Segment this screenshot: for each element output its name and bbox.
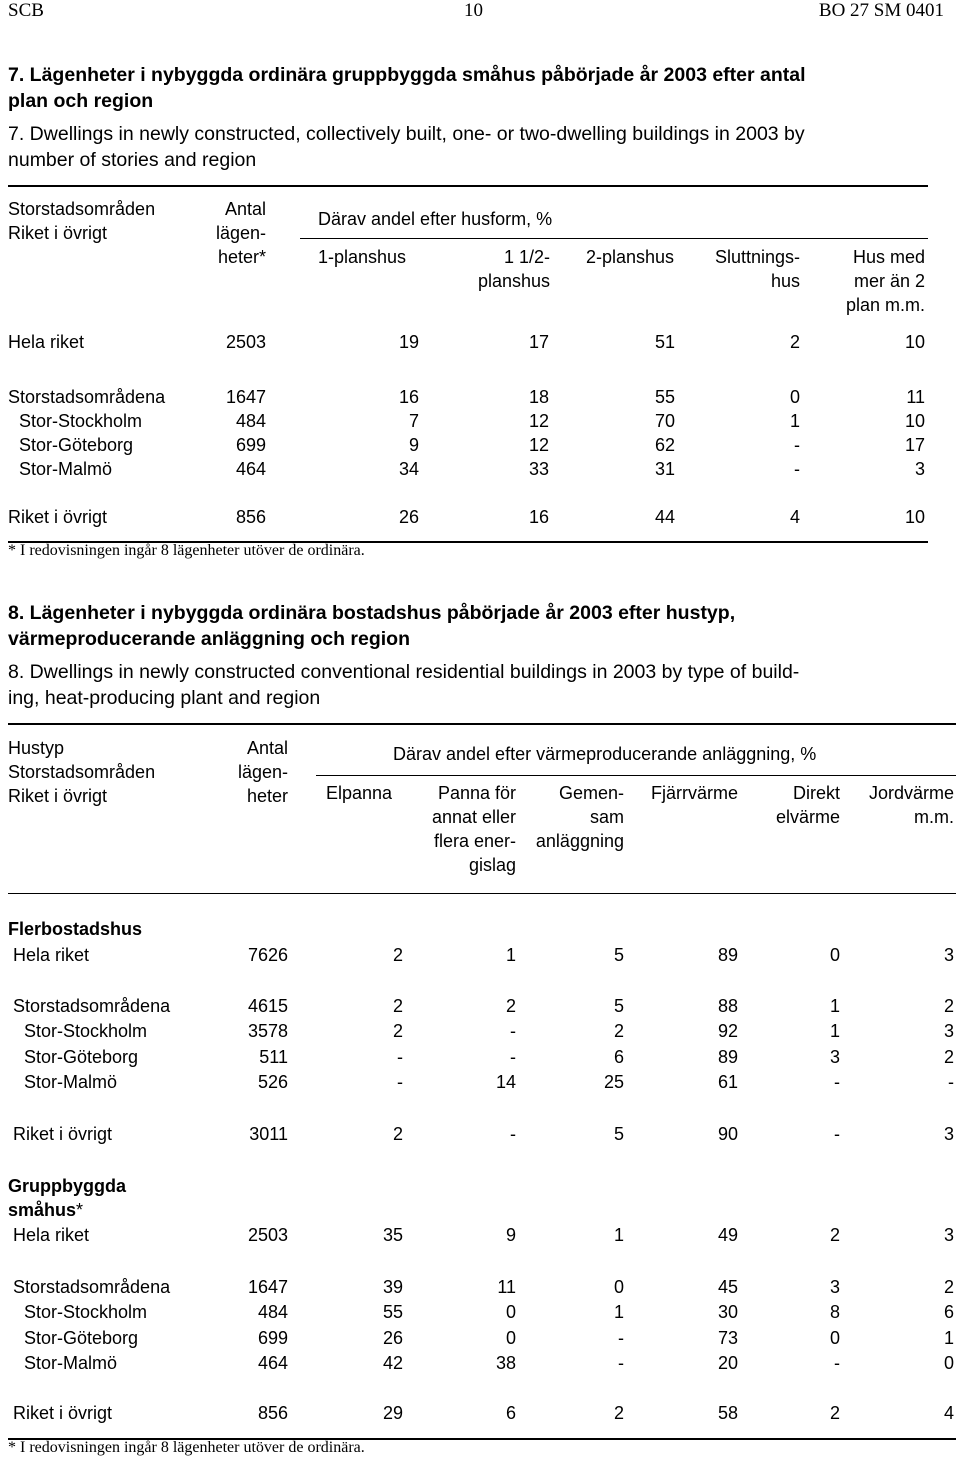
table8-cell: 4 [943, 1403, 954, 1423]
table7-cell: 10 [904, 411, 925, 431]
table7-col-15planshus-2: planshus [477, 271, 550, 291]
table8-cell: 38 [495, 1353, 516, 1373]
table8-cell: 3 [943, 1225, 954, 1245]
table8-cell: - [834, 1353, 840, 1373]
table8-cell: - [834, 1072, 840, 1092]
header-left: SCB [8, 0, 44, 21]
table8-title-en-line1: 8. Dwellings in newly constructed conventional residential buildings in 2003 by type of build- [8, 661, 800, 683]
table7-cell: 55 [654, 387, 675, 407]
table7-cell: 1 [789, 411, 800, 431]
table8-cell: 3 [943, 1124, 954, 1144]
table8-cell: 4615 [247, 996, 288, 1016]
table7-head-antal-3: heter* [217, 247, 266, 267]
table8-cell: 39 [382, 1277, 403, 1297]
table8-cell: 526 [257, 1072, 288, 1092]
table8-cell: 3 [829, 1277, 840, 1297]
table8-col-direkt-1: Direkt [792, 783, 840, 803]
table7-cell: 699 [235, 435, 266, 455]
table7-row-label: Stor-Malmö [19, 459, 113, 479]
table7-cell: - [794, 459, 800, 479]
table8-col-jordvarme-2: m.m. [914, 807, 954, 827]
table8-cell: 89 [717, 945, 738, 965]
table8-cell: 29 [382, 1403, 403, 1423]
table7-cell: 10 [904, 507, 925, 527]
table8-cell: 5 [613, 1124, 624, 1144]
table8-cell: 3 [943, 945, 954, 965]
table8-col-panna-1: Panna för [437, 783, 516, 803]
table7-col-2planshus: 2-planshus [585, 247, 674, 267]
table8-cell: 0 [613, 1277, 624, 1297]
table8-row-label: Stor-Stockholm [24, 1021, 148, 1041]
table8-title-sv-line2: värmeproducerande anläggning och region [8, 628, 410, 650]
table7-cell: 17 [528, 332, 549, 352]
table8-cell: 2 [943, 1047, 954, 1067]
table7-cell: - [794, 435, 800, 455]
table7-cell: 9 [408, 435, 419, 455]
page-number: 10 [464, 0, 483, 21]
table8-cell: 464 [257, 1353, 288, 1373]
table8-row-label: Storstadsområdena [13, 996, 171, 1016]
table8-cell: 61 [717, 1072, 738, 1092]
table8-cell: 45 [717, 1277, 738, 1297]
table7-cell: 10 [904, 332, 925, 352]
table8-cell: 2 [392, 996, 403, 1016]
table8-title-sv-line1: 8. Lägenheter i nybyggda ordinära bostadshus påbörjade år 2003 efter hustyp, [8, 602, 736, 624]
table8-section-gruppbyggda-word: småhus [8, 1200, 77, 1220]
table7-title-en-line1: 7. Dwellings in newly constructed, collectively built, one- or two-dwelling buildings in 2003 by [8, 123, 805, 145]
table8-head-left-3: Riket i övrigt [8, 786, 108, 806]
table8-row-label: Stor-Göteborg [24, 1047, 139, 1067]
table7-head-antal-1: Antal [224, 199, 266, 219]
table8-cell: - [397, 1047, 403, 1067]
table7-cell: 31 [654, 459, 675, 479]
table8-col-jordvarme-1: Jordvärme [868, 783, 954, 803]
table8-group-rule [316, 775, 956, 776]
table8-cell: - [397, 1072, 403, 1092]
table8-cell: 8 [829, 1302, 840, 1322]
table7-title-sv-line2: plan och region [8, 90, 154, 112]
table7-col-husmed-2: mer än 2 [853, 271, 925, 291]
table8-cell: - [834, 1124, 840, 1144]
table8-cell: 49 [717, 1225, 738, 1245]
table7-col-15planshus-1: 1 1/2- [503, 247, 550, 267]
table8-cell: 11 [497, 1277, 516, 1297]
table8-cell: 89 [717, 1047, 738, 1067]
table7-row-label: Storstadsområdena [8, 387, 166, 407]
table8-row-label: Hela riket [13, 945, 90, 965]
table8-cell: 55 [382, 1302, 403, 1322]
table8-cell: 1 [613, 1225, 624, 1245]
table7-cell: 484 [235, 411, 266, 431]
table7-col-sluttning-2: hus [770, 271, 800, 291]
table8-col-elpanna: Elpanna [326, 783, 393, 803]
table7-col-husmed-3: plan m.m. [845, 295, 925, 315]
table8-cell: - [510, 1124, 516, 1144]
table7-cell: 0 [789, 387, 800, 407]
table8-row-label: Stor-Stockholm [24, 1302, 148, 1322]
table7-head-region-1: Storstadsområden [8, 199, 156, 219]
table8-head-antal-1: Antal [246, 738, 288, 758]
table7-cell: 3 [914, 459, 925, 479]
table8-cell: 20 [717, 1353, 738, 1373]
table8-footnote: * I redovisningen ingår 8 lägenheter utöver de ordinära. [8, 1439, 365, 1456]
table7-cell: 26 [398, 507, 419, 527]
table7-col-1planshus: 1-planshus [318, 247, 407, 267]
table7-cell: 34 [398, 459, 419, 479]
table7-title-en-line2: number of stories and region [8, 149, 257, 171]
table8-row-label: Riket i övrigt [13, 1124, 113, 1144]
table8-col-direkt-2: elvärme [775, 807, 840, 827]
table7-cell: 2503 [225, 332, 266, 352]
table8-cell: 2 [392, 1124, 403, 1144]
table8-cell: 30 [717, 1302, 738, 1322]
table7-col-sluttning-1: Sluttnings- [714, 247, 800, 267]
table7-cell: 7 [408, 411, 419, 431]
table8-cell: 1 [505, 945, 516, 965]
table8-cell: 9 [505, 1225, 516, 1245]
table8-cell: - [618, 1353, 624, 1373]
table7-top-rule [8, 185, 928, 187]
table8-row-label: Stor-Göteborg [24, 1328, 139, 1348]
table8-cell: 0 [829, 945, 840, 965]
table8-cell: 1647 [247, 1277, 288, 1297]
table7-cell: 62 [654, 435, 675, 455]
table8-cell: - [618, 1328, 624, 1348]
table8-row-label: Stor-Malmö [24, 1353, 118, 1373]
table8-cell: 7626 [247, 945, 288, 965]
table7-cell: 1647 [225, 387, 266, 407]
table8-head-antal-2: lägen- [237, 762, 288, 782]
table7-head-antal-2: lägen- [215, 223, 266, 243]
table7-head-region-2: Riket i övrigt [8, 223, 108, 243]
table8-cell: 90 [717, 1124, 738, 1144]
table8-cell: 2 [829, 1225, 840, 1245]
table8-cell: 1 [613, 1302, 624, 1322]
table7-group-rule [300, 238, 928, 239]
table8-section-gruppbyggda-1: Gruppbyggda [8, 1176, 126, 1196]
header-right: BO 27 SM 0401 [818, 0, 944, 21]
table8-cell: 25 [603, 1072, 624, 1092]
table8-section-flerbostadshus: Flerbostadshus [8, 919, 143, 939]
table8-header-rule [8, 893, 956, 894]
table8-cell: 3 [943, 1021, 954, 1041]
table8-section-gruppbyggda-star: * [76, 1200, 84, 1220]
table8-cell: - [510, 1021, 516, 1041]
table8-section-gruppbyggda-2 [8, 1198, 83, 1222]
table7-row-label: Stor-Stockholm [19, 411, 143, 431]
table7-cell: 464 [235, 459, 266, 479]
table8-cell: 0 [829, 1328, 840, 1348]
table8-col-gemensam-2: sam [589, 807, 624, 827]
table7-row-label: Hela riket [8, 332, 85, 352]
table8-cell: 92 [717, 1021, 738, 1041]
table8-col-gemensam-3: anläggning [535, 831, 624, 851]
table8-cell: 2503 [247, 1225, 288, 1245]
table8-cell: 1 [943, 1328, 954, 1348]
table8-row-label: Riket i övrigt [13, 1403, 113, 1423]
table8-col-panna-3: flera ener- [433, 831, 516, 851]
table7-cell: 16 [528, 507, 549, 527]
table8-cell: 2 [392, 945, 403, 965]
table8-cell: 484 [257, 1302, 288, 1322]
table7-cell: 856 [235, 507, 266, 527]
table7-cell: 12 [528, 411, 549, 431]
table8-cell: 2 [829, 1403, 840, 1423]
table7-cell: 51 [654, 332, 675, 352]
table7-cell: 11 [906, 387, 925, 407]
table7-cell: 19 [398, 332, 419, 352]
table8-cell: 3011 [249, 1124, 288, 1144]
table7-row-label: Stor-Göteborg [19, 435, 134, 455]
table8-head-antal-3: heter [246, 786, 288, 806]
table8-head-group: Därav andel efter värmeproducerande anläggning, % [393, 744, 817, 764]
table8-cell: - [510, 1047, 516, 1067]
table8-cell: 0 [505, 1302, 516, 1322]
table8-cell: 2 [505, 996, 516, 1016]
table7-cell: 4 [789, 507, 800, 527]
table8-top-rule [8, 723, 956, 725]
table8-cell: 42 [382, 1353, 403, 1373]
table7-cell: 16 [398, 387, 419, 407]
table8-cell: 6 [505, 1403, 516, 1423]
table8-head-left-2: Storstadsområden [8, 762, 156, 782]
table7-cell: 70 [654, 411, 675, 431]
table8-cell: 73 [717, 1328, 738, 1348]
table8-cell: 3578 [247, 1021, 288, 1041]
table8-col-gemensam-1: Gemen- [558, 783, 624, 803]
table8-cell: 856 [257, 1403, 288, 1423]
table8-cell: 6 [613, 1047, 624, 1067]
table8-head-left-1: Hustyp [8, 738, 65, 758]
table8-row-label: Hela riket [13, 1225, 90, 1245]
table7-col-husmed-1: Hus med [852, 247, 925, 267]
table8-row-label: Storstadsområdena [13, 1277, 171, 1297]
table7-cell: 44 [654, 507, 675, 527]
table7-row-label: Riket i övrigt [8, 507, 108, 527]
table8-cell: 2 [392, 1021, 403, 1041]
table7-title-sv-line1: 7. Lägenheter i nybyggda ordinära gruppbyggda småhus påbörjade år 2003 efter antal [8, 64, 806, 86]
table7-cell: 2 [789, 332, 800, 352]
table8-col-fjarrvarme: Fjärrvärme [650, 783, 738, 803]
table7-cell: 33 [528, 459, 549, 479]
table7-cell: 17 [904, 435, 925, 455]
table8-cell: 699 [257, 1328, 288, 1348]
table8-cell: 1 [829, 1021, 840, 1041]
table8-cell: 1 [829, 996, 840, 1016]
table8-cell: 14 [495, 1072, 516, 1092]
table8-col-panna-2: annat eller [431, 807, 516, 827]
table8-title-en-line2: ing, heat-producing plant and region [8, 687, 321, 709]
table7-footnote: * I redovisningen ingår 8 lägenheter utöver de ordinära. [8, 542, 365, 559]
table8-cell: 3 [829, 1047, 840, 1067]
table8-cell: 88 [717, 996, 738, 1016]
table7-head-group: Därav andel efter husform, % [318, 209, 553, 229]
table8-cell: 2 [943, 1277, 954, 1297]
table8-cell: 2 [943, 996, 954, 1016]
table8-col-panna-4: gislag [468, 855, 516, 875]
table8-cell: 6 [943, 1302, 954, 1322]
table8-row-label: Stor-Malmö [24, 1072, 118, 1092]
table8-cell: - [948, 1072, 954, 1092]
table8-cell: 26 [382, 1328, 403, 1348]
table8-cell: 5 [613, 996, 624, 1016]
table7-cell: 18 [528, 387, 549, 407]
table8-cell: 35 [382, 1225, 403, 1245]
table7-cell: 12 [528, 435, 549, 455]
table8-cell: 5 [613, 945, 624, 965]
table8-cell: 0 [505, 1328, 516, 1348]
table8-cell: 511 [259, 1047, 288, 1067]
table8-cell: 2 [613, 1403, 624, 1423]
table8-cell: 0 [943, 1353, 954, 1373]
table8-cell: 58 [717, 1403, 738, 1423]
table8-cell: 2 [613, 1021, 624, 1041]
